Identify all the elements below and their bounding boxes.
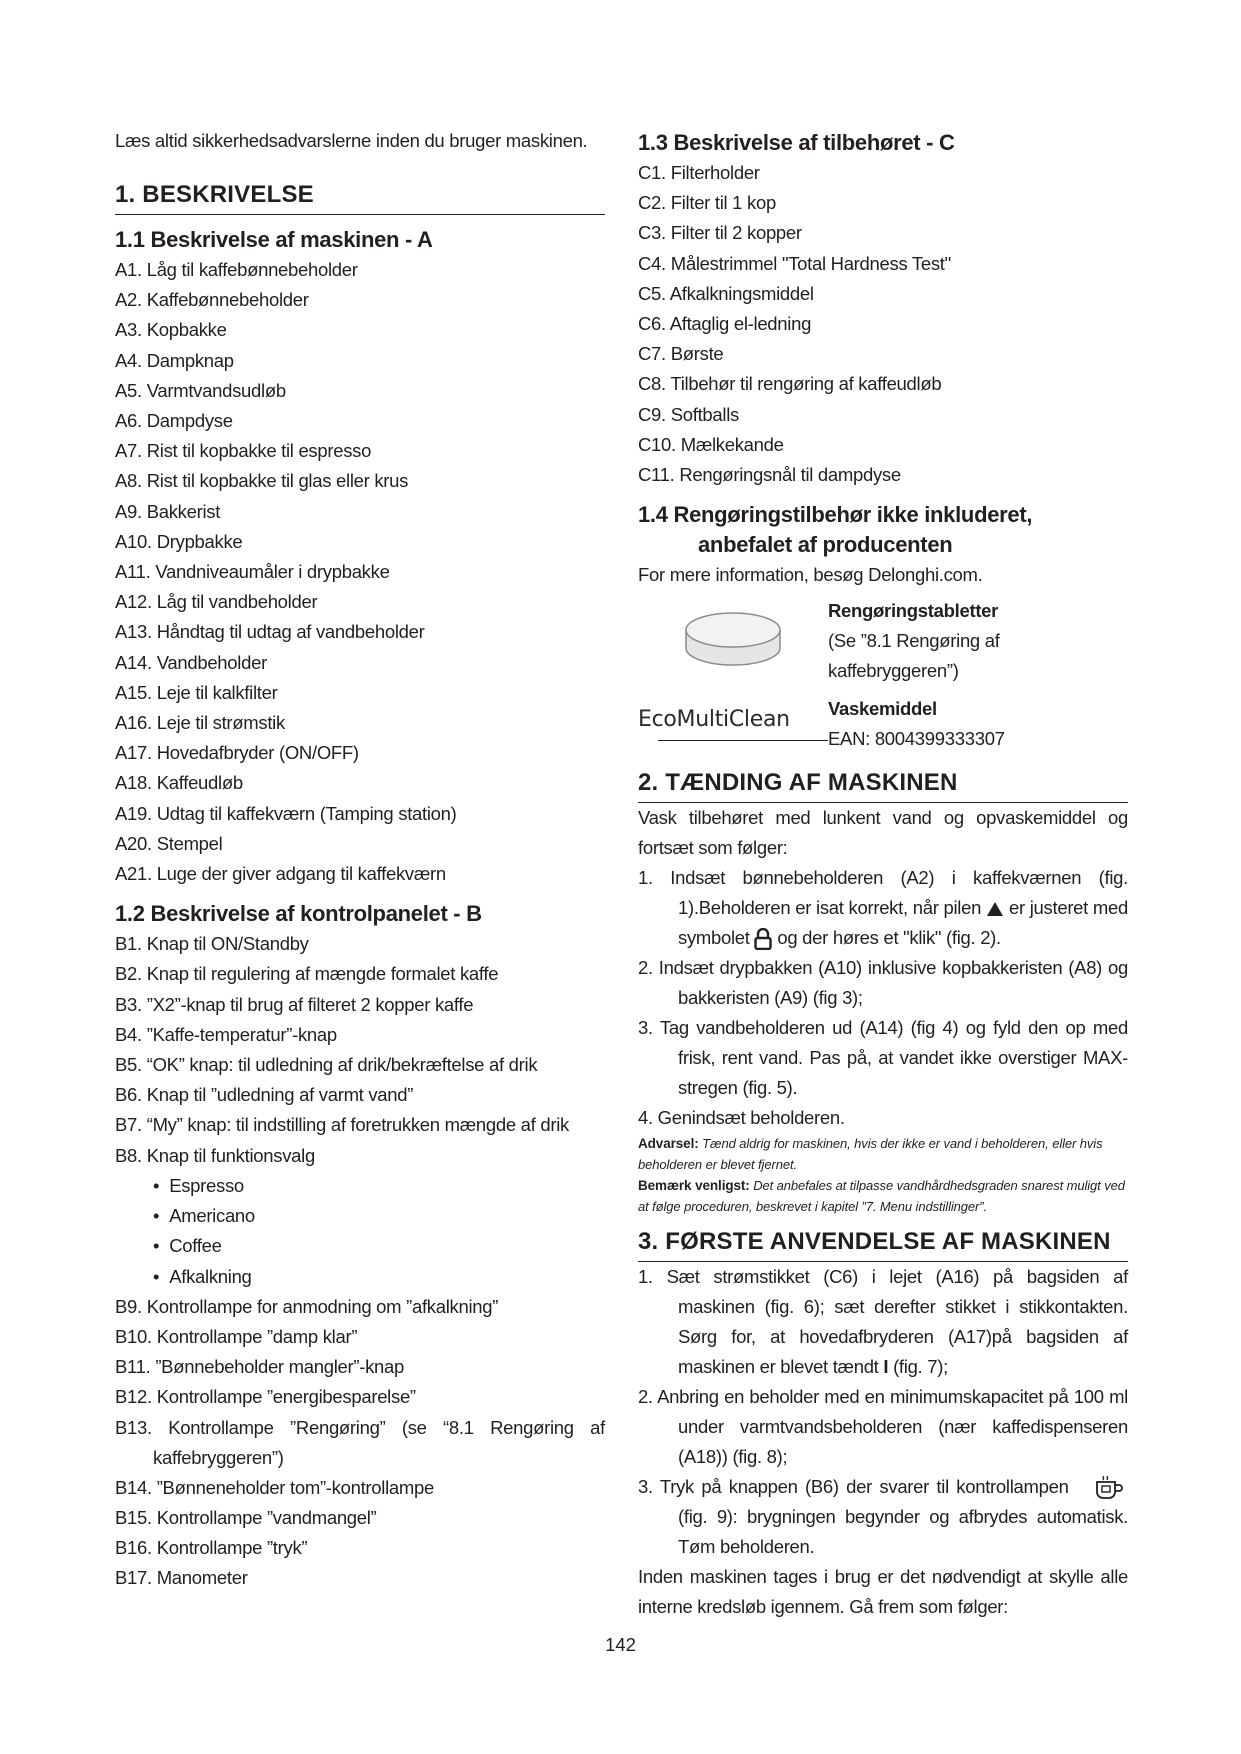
list-item: B15. Kontrollampe ”vandmangel” — [115, 1506, 377, 1528]
control-panel-b13 — [115, 1413, 605, 1473]
function-options-list — [115, 1171, 605, 1292]
list-item: C2. Filter til 1 kop — [638, 192, 776, 214]
list-item: A13. Håndtag til udtag af vandbeholder — [115, 621, 425, 643]
list-item: 2. Indsæt drypbakken (A10) inklusive kopbakkeristen (A8) og bakkeristen (A9) (fig 3); — [638, 957, 1128, 1009]
list-item: 3. Tag vandbeholderen ud (A14) (fig 4) og fyld den op med frisk, rent vand. Pas på, at vandet ikke overstiger MAX-stregen (fig. 5). — [638, 1017, 1128, 1099]
more-info-text: For mere information, besøg Delonghi.com. — [638, 564, 983, 586]
list-item: B11. ”Bønnebeholder mangler”-knap — [115, 1356, 405, 1378]
list-item: A4. Dampknap — [115, 349, 234, 371]
warning-label: Advarsel: — [638, 1136, 699, 1152]
subsection-1-4-heading — [638, 500, 1128, 560]
list-item: B17. Manometer — [115, 1567, 248, 1589]
cleaning-tablet-image — [638, 609, 828, 673]
list-item: A7. Rist til kopbakke til espresso — [115, 440, 372, 462]
list-item: B3. ”X2”-knap til brug af filteret 2 kopper kaffe — [115, 993, 474, 1015]
list-item: A1. Låg til kaffebønnebeholder — [115, 259, 358, 280]
control-panel-list-end — [115, 1473, 605, 1594]
right-column — [638, 128, 1128, 1622]
list-item: 3. Tryk på knappen (B6) der svarer til kontrollampen (fig. 9): brygningen begynder og afbrydes automatisk. Tøm beholderen. — [638, 1476, 1128, 1558]
list-item: C1. Filterholder — [638, 162, 760, 183]
list-item: A11. Vandniveaumåler i drypbakke — [115, 561, 390, 583]
section-3-heading: 3. FØRSTE ANVENDELSE AF MASKINEN — [638, 1227, 1128, 1262]
list-item: C10. Mælkekande — [638, 433, 784, 455]
list-item: 2. Anbring en beholder med en minimumskapacitet på 100 ml under varmtvandsbeholderen (nær kaffedispenseren (A18)) (fig. 8); — [638, 1386, 1128, 1468]
lock-icon — [754, 928, 772, 950]
list-item: A18. Kaffeudløb — [115, 772, 243, 794]
section-2-heading: 2. TÆNDING AF MASKINEN — [638, 768, 1128, 803]
control-panel-list — [115, 929, 605, 1171]
list-item: • Espresso — [153, 1171, 605, 1201]
section-2-steps — [638, 863, 1128, 1133]
list-item: C6. Aftaglig el-ledning — [638, 313, 812, 335]
list-item: C8. Tilbehør til rengøring af kaffeudløb — [638, 373, 942, 395]
list-item: B2. Knap til regulering af mængde formalet kaffe — [115, 963, 499, 985]
list-item: • Americano — [153, 1201, 605, 1231]
left-column — [115, 128, 605, 1593]
warning-note: Advarsel: Tænd aldrig for maskinen, hvis der ikke er vand i beholderen, eller hvis beholderen er blevet fjernet. — [638, 1136, 1103, 1173]
list-item: A3. Kopbakke — [115, 319, 227, 341]
list-item: B16. Kontrollampe ”tryk” — [115, 1536, 308, 1558]
list-item: A6. Dampdyse — [115, 410, 233, 432]
list-item: C3. Filter til 2 kopper — [638, 222, 802, 244]
eco-logo-text: EcoMultiClean — [638, 707, 790, 733]
section-3-outro: Inden maskinen tages i brug er det nødvendigt at skylle alle interne kredsløb igennem. Gå frem som følger: — [638, 1566, 1128, 1618]
list-item: A16. Leje til strømstik — [115, 712, 285, 734]
list-item: A20. Stempel — [115, 832, 223, 854]
subsection-1-3-heading: 1.3 Beskrivelse af tilbehøret - C — [638, 130, 955, 155]
subsection-1-1-heading: 1.1 Beskrivelse af maskinen - A — [115, 227, 433, 252]
eco-multiclean-logo — [638, 692, 828, 756]
list-item: B12. Kontrollampe ”energibesparelse” — [115, 1386, 416, 1408]
hot-water-cup-icon — [1094, 1476, 1128, 1500]
subsection-1-4-heading-line2: anbefalet af producenten — [698, 532, 953, 558]
detergent-ean: EAN: 8004399333307 — [828, 728, 1005, 750]
accessories-list — [638, 158, 1128, 490]
page-number: 142 — [605, 1634, 636, 1655]
tablet-reference: (Se ”8.1 Rengøring af kaffebryggeren”) — [828, 630, 1000, 682]
list-item: A10. Drypbakke — [115, 530, 243, 552]
tablet-name: Rengøringstabletter — [828, 600, 999, 622]
list-item: C7. Børste — [638, 343, 724, 365]
subsection-1-4-heading-line1: 1.4 Rengøringstilbehør ikke inkluderet, — [638, 502, 1033, 528]
list-item: B4. ”Kaffe-temperatur”-knap — [115, 1023, 337, 1045]
list-item: A17. Hovedafbryder (ON/OFF) — [115, 742, 359, 764]
list-item: B9. Kontrollampe for anmodning om ”afkalkning” — [115, 1295, 499, 1317]
logo-underline — [658, 740, 828, 741]
machine-parts-list — [115, 255, 605, 889]
list-item: 1. Sæt strømstikket (C6) i lejet (A16) på bagsiden af maskinen (fig. 6); sæt derefter stikket i stikkontakten. Sørg for, at hovedafbryderen (A17)på bagsiden af maskinen er blevet tændt I (fig. 7); — [638, 1266, 1128, 1378]
list-item: A8. Rist til kopbakke til glas eller krus — [115, 470, 409, 492]
list-item: B10. Kontrollampe ”damp klar” — [115, 1325, 358, 1347]
list-item: 1. Indsæt bønnebeholderen (A2) i kaffekværnen (fig. 1).Beholderen er isat korrekt, når pilen er justeret med symbolet og der høres et "klik" (fig. 2). — [638, 863, 1128, 953]
list-item: B1. Knap til ON/Standby — [115, 933, 309, 955]
section-1-heading: 1. BESKRIVELSE — [115, 180, 605, 215]
list-item: C11. Rengøringsnål til dampdyse — [638, 464, 901, 486]
list-item: B5. “OK” knap: til udledning af drik/bekræftelse af drik — [115, 1054, 538, 1076]
list-item: 4. Genindsæt beholderen. — [638, 1107, 845, 1129]
tablet-icon — [678, 608, 788, 674]
section-2-intro: Vask tilbehøret med lunkent vand og opvaskemiddel og fortsæt som følger: — [638, 807, 1128, 859]
please-note: Bemærk venligst: Det anbefales at tilpasse vandhårdhedsgraden snarest muligt ved at følge proceduren, beskrevet i kapitel ”7. Menu indstillinger”. — [638, 1178, 1125, 1215]
list-item: C4. Målestrimmel "Total Hardness Test" — [638, 252, 951, 274]
list-item: A15. Leje til kalkfilter — [115, 681, 278, 703]
list-item: A5. Varmtvandsudløb — [115, 379, 286, 401]
list-item: A12. Låg til vandbeholder — [115, 591, 318, 613]
list-item: A9. Bakkerist — [115, 500, 221, 522]
list-item: A14. Vandbeholder — [115, 651, 267, 673]
cleaning-tablets-item — [638, 596, 1128, 686]
list-item: B14. ”Bønneneholder tom”-kontrollampe — [115, 1476, 434, 1498]
subsection-1-2-heading: 1.2 Beskrivelse af kontrolpanelet - B — [115, 901, 482, 927]
list-item: B8. Knap til funktionsvalg — [115, 1144, 315, 1166]
list-item: B6. Knap til ”udledning af varmt vand” — [115, 1084, 414, 1106]
control-panel-list-cont — [115, 1292, 605, 1413]
list-item: • Afkalkning — [153, 1262, 605, 1292]
detergent-item — [638, 692, 1128, 756]
list-item: C5. Afkalkningsmiddel — [638, 282, 814, 304]
note-label: Bemærk venligst: — [638, 1178, 750, 1194]
arrow-up-icon — [986, 901, 1004, 917]
list-item: A21. Luge der giver adgang til kaffekværn — [115, 863, 446, 885]
list-item: C9. Softballs — [638, 403, 739, 425]
list-item: A19. Udtag til kaffekværn (Tamping station) — [115, 802, 457, 824]
section-3-steps — [638, 1262, 1128, 1562]
list-item: A2. Kaffebønnebeholder — [115, 289, 309, 311]
detergent-name: Vaskemiddel — [828, 698, 937, 720]
list-item: B13. Kontrollampe ”Rengøring” (se “8.1 Rengøring af kaffebryggeren”) — [115, 1416, 605, 1468]
list-item: B7. “My” knap: til indstilling af foretrukken mængde af drik — [115, 1114, 569, 1136]
safety-intro: Læs altid sikkerhedsadvarslerne inden du bruger maskinen. — [115, 130, 588, 151]
list-item: • Coffee — [153, 1231, 605, 1261]
